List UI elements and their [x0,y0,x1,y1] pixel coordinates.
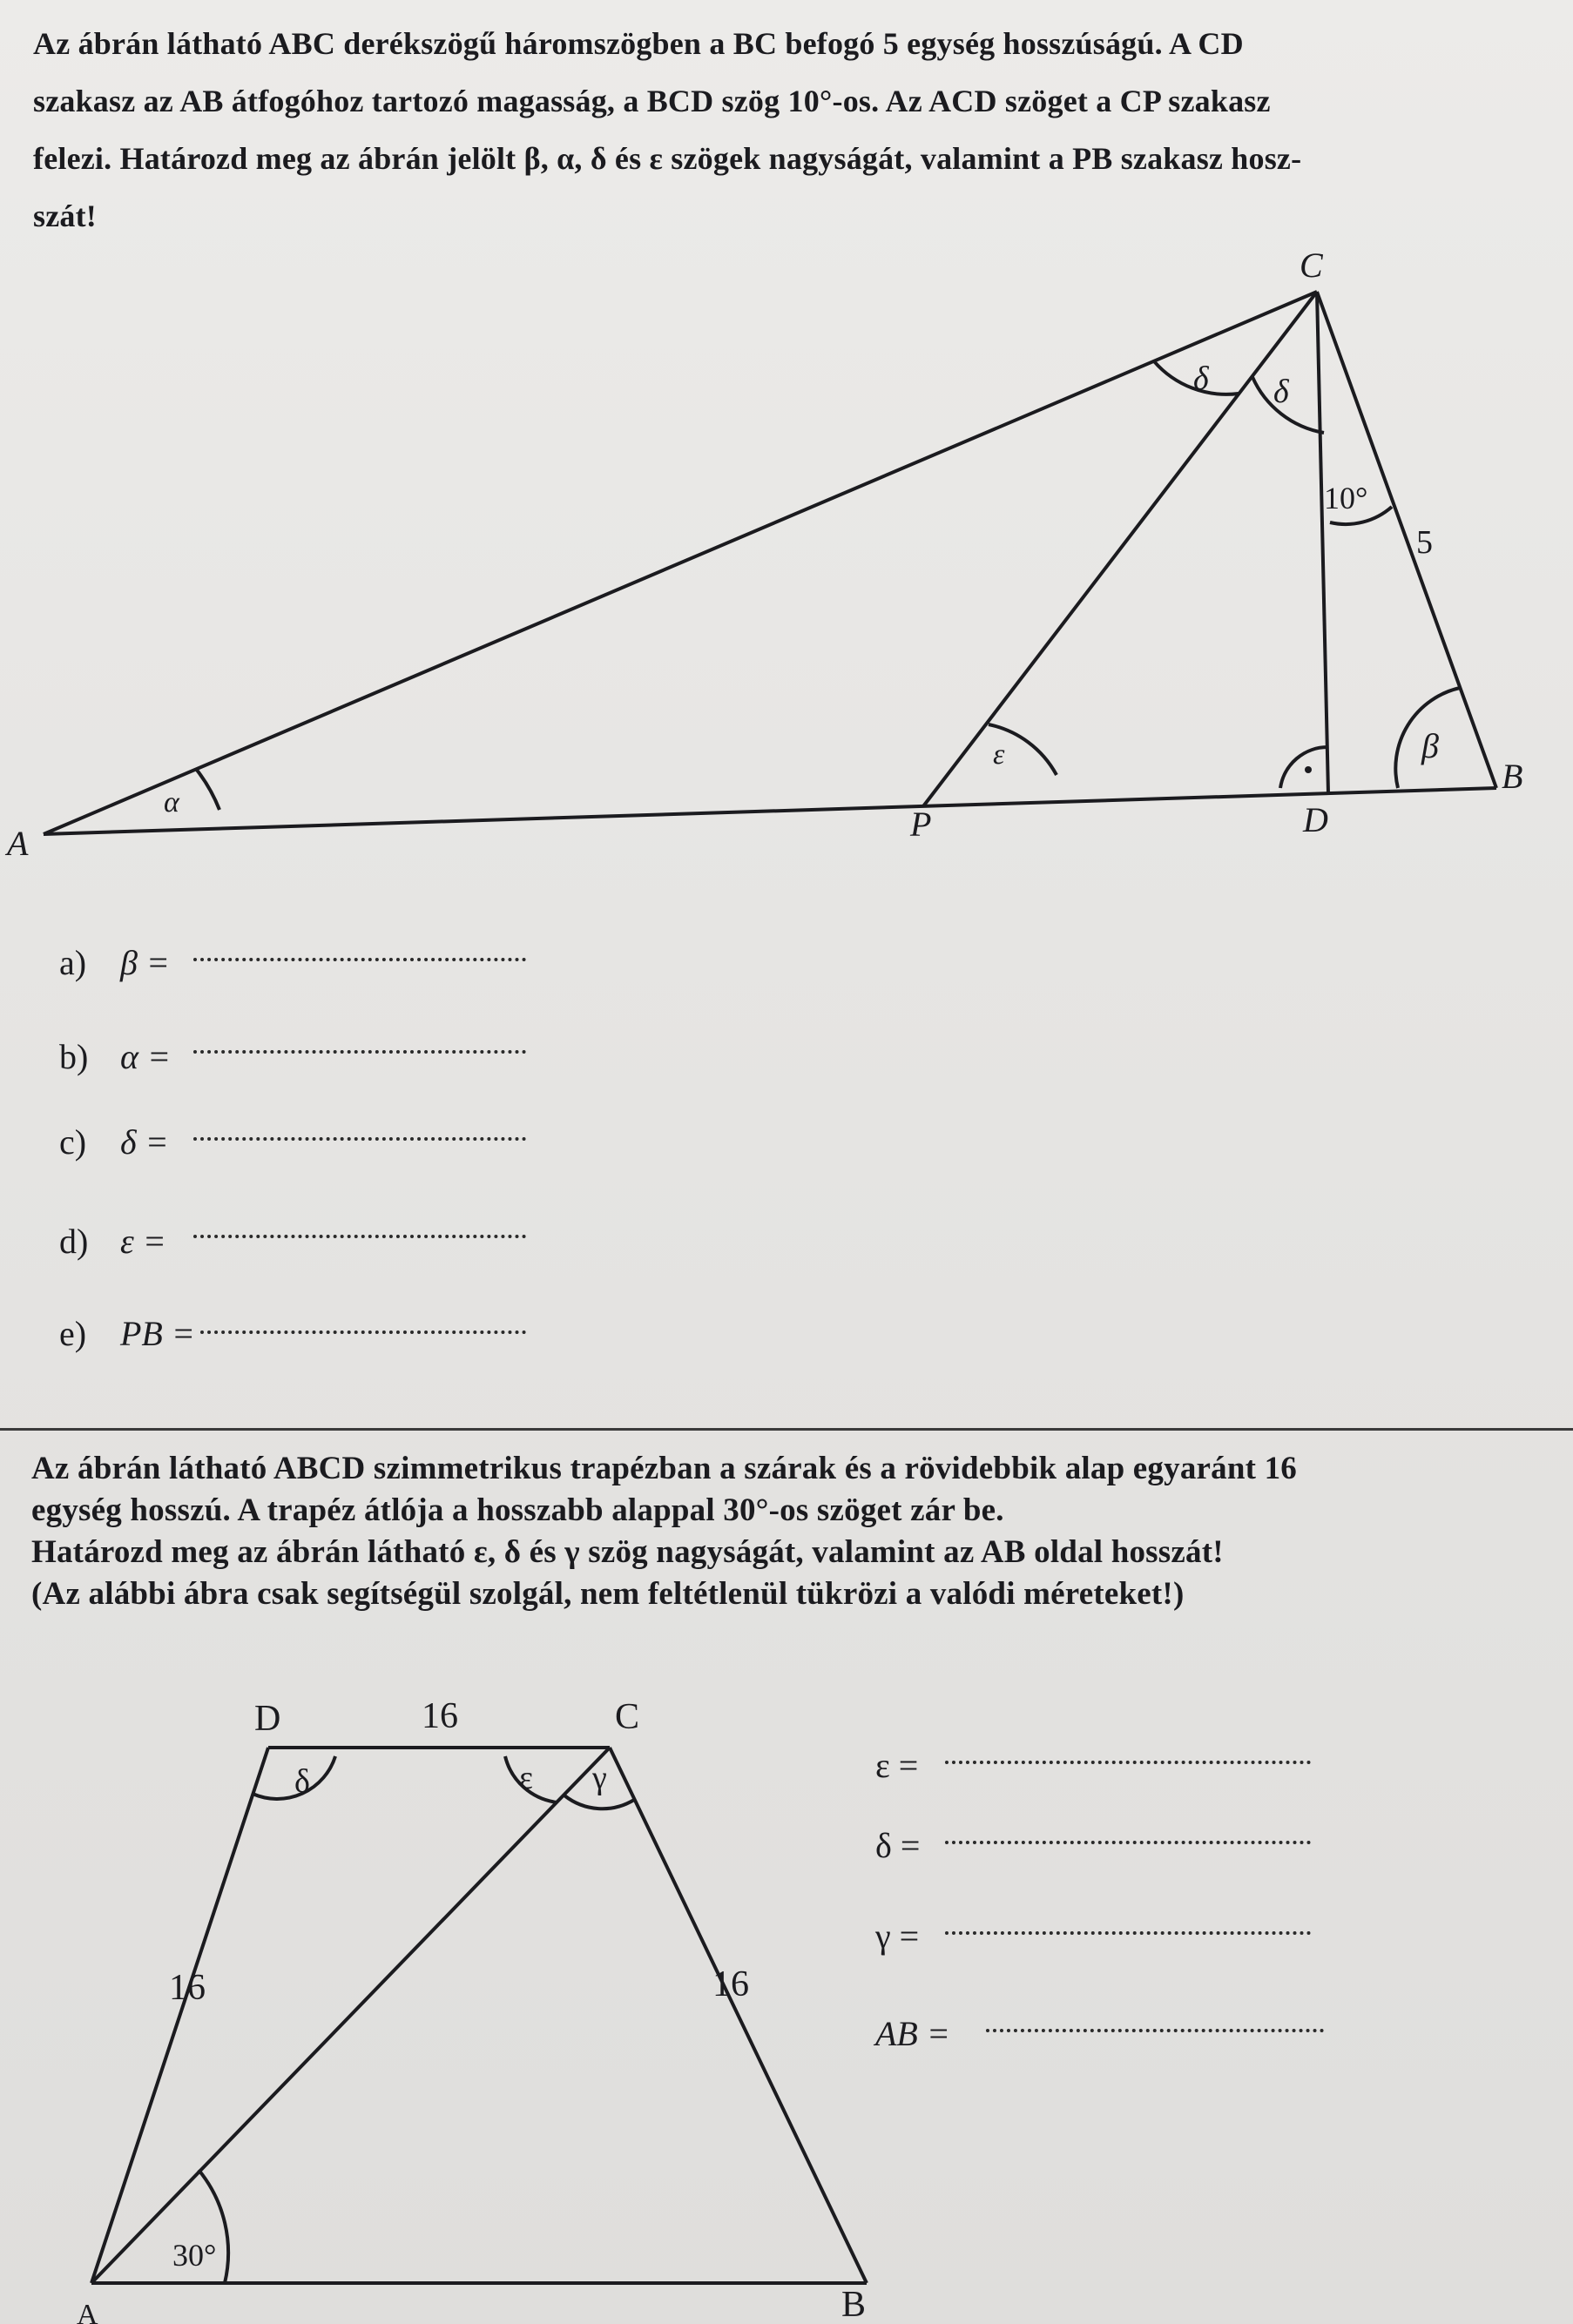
angle-30deg-label: 30° [172,2238,217,2273]
vertex-d: D [254,1699,281,1739]
answer-line-gamma[interactable] [945,1931,1311,1935]
question-gamma: γ = [875,1916,920,1956]
task1-line-2: szakasz az AB átfogóhoz tartozó magasság, a BCD szög 10°-os. Az ACD szöget a CP szakasz [33,84,1271,118]
question-letter: a) [59,943,87,982]
angle-delta-right: δ [1273,374,1289,410]
question-label: δ = [120,1122,169,1162]
side-ad [91,1748,268,2283]
arc-gamma [564,1795,634,1809]
answer-line-ab[interactable] [986,2029,1324,2032]
vertex-c: C [1300,246,1323,285]
task1-line-1: Az ábrán látható ABC derékszögű háromszögben a BC befogó 5 egység hosszúságú. A CD [33,26,1244,61]
side-dc-length: 16 [422,1696,458,1736]
angle-10deg-label: 10° [1324,481,1368,515]
side-bc-length: 5 [1416,524,1433,561]
question-epsilon: ε = [875,1746,919,1785]
angle-delta: δ [294,1763,310,1800]
angle-gamma: γ [592,1760,607,1796]
question-delta: δ = [875,1826,921,1865]
task2-line-1: Az ábrán látható ABCD szimmetrikus trapézban a szárak és a rövidebbik alap egyaránt 16 [31,1451,1297,1486]
answer-line-delta[interactable] [945,1841,1311,1844]
question-label: α = [120,1037,171,1076]
side-bc-length: 16 [712,1964,749,2004]
angle-epsilon: ε [519,1760,533,1796]
task1-line-3: felezi. Határozd meg az ábrán jelölt β, α, δ és ε szögek nagyságát, valamint a PB szakasz hosz- [33,141,1302,176]
side-ad-length: 16 [169,1968,206,2008]
question-letter: d) [59,1222,89,1261]
angle-epsilon: ε [993,738,1005,771]
vertex-b: B [1502,757,1523,796]
angle-beta: β [1421,726,1439,765]
diagonal-ac [91,1748,610,2283]
vertex-c: C [615,1697,640,1737]
task2-line-4: (Az alábbi ábra csak segítségül szolgál, nem feltétlenül tükrözi a valódi méreteket!) [31,1576,1185,1612]
vertex-b: B [841,2285,867,2324]
vertex-p: P [910,805,932,844]
question-label: β = [120,943,170,982]
question-letter: c) [59,1122,87,1162]
task2-line-2: egység hosszú. A trapéz átlója a hosszabb alappal 30°-os szöget zár be. [31,1492,1004,1528]
task2-line-3: Határozd meg az ábrán látható ε, δ és γ szög nagyságát, valamint az AB oldal hosszát! [31,1534,1224,1570]
question-letter: b) [59,1037,89,1076]
angle-alpha: α [164,786,179,818]
question-ab: AB = [875,2014,950,2053]
angle-delta-left: δ [1193,360,1209,397]
vertex-a: A [7,824,29,863]
question-label: ε = [120,1222,166,1261]
question-letter: e) [59,1314,87,1353]
vertex-a: A [77,2299,98,2324]
question-label: PB = [120,1314,195,1353]
vertex-d: D [1303,800,1328,839]
answer-line-epsilon[interactable] [945,1761,1311,1764]
side-bc [610,1748,867,2283]
task1-line-4: szát! [33,199,97,233]
